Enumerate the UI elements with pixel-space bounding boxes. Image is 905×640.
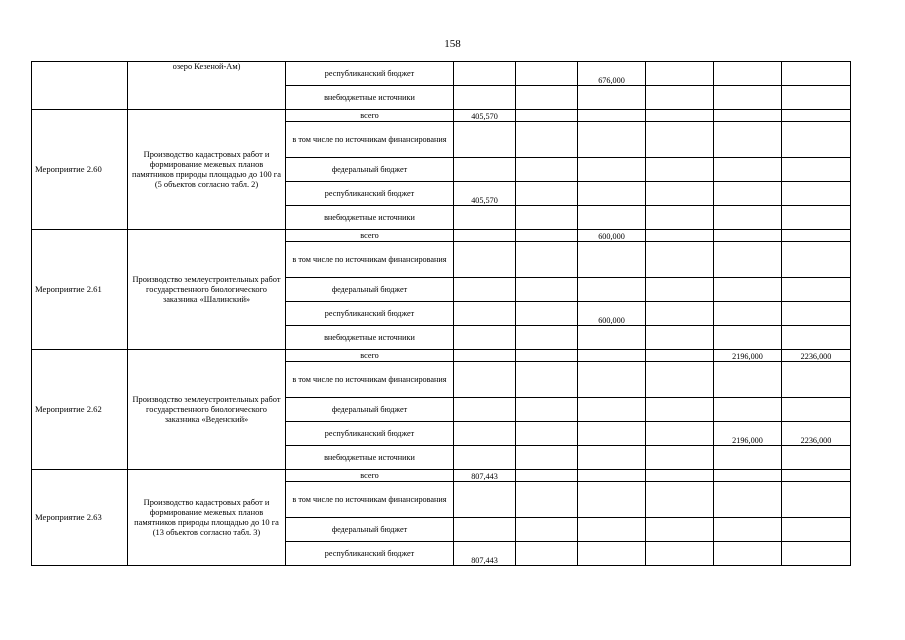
event-id-cell: Мероприятие 2.60 (32, 110, 128, 230)
value-cell (516, 542, 578, 566)
value-cell (646, 542, 714, 566)
value-cell (516, 446, 578, 470)
value-cell (578, 158, 646, 182)
event-id-cell: Мероприятие 2.63 (32, 470, 128, 566)
value-cell (646, 158, 714, 182)
value-cell (516, 398, 578, 422)
value-cell (782, 242, 851, 278)
value-cell (646, 326, 714, 350)
funding-source-cell: всего (286, 470, 454, 482)
value-cell (782, 110, 851, 122)
value-cell (714, 206, 782, 230)
funding-source-cell: республиканский бюджет (286, 422, 454, 446)
value-cell: 2196,000 (714, 350, 782, 362)
value-cell: 2236,000 (782, 422, 851, 446)
value-cell (516, 326, 578, 350)
value-cell (714, 446, 782, 470)
value-cell (714, 230, 782, 242)
value-cell (646, 122, 714, 158)
value-cell (782, 482, 851, 518)
value-cell (714, 302, 782, 326)
value-cell (782, 518, 851, 542)
value-cell: 807,443 (454, 470, 516, 482)
value-cell (578, 86, 646, 110)
value-cell (578, 242, 646, 278)
value-cell (646, 422, 714, 446)
value-cell (782, 398, 851, 422)
value-cell (646, 278, 714, 302)
value-cell (454, 446, 516, 470)
value-cell (516, 518, 578, 542)
table-row (32, 350, 851, 362)
funding-source-cell: республиканский бюджет (286, 62, 454, 86)
value-cell (646, 470, 714, 482)
value-cell (516, 230, 578, 242)
value-cell (578, 482, 646, 518)
value-cell (714, 278, 782, 302)
value-cell (516, 86, 578, 110)
value-cell (578, 470, 646, 482)
value-cell (454, 242, 516, 278)
event-name-cell: Производство кадастровых работ и формирование межевых планов памятников природы площадью до 10 га (13 объектов согласно табл. 3) (128, 470, 286, 566)
value-cell (714, 542, 782, 566)
value-cell (714, 158, 782, 182)
funding-source-cell: внебюджетные источники (286, 206, 454, 230)
value-cell (578, 362, 646, 398)
funding-source-cell: внебюджетные источники (286, 446, 454, 470)
value-cell (646, 230, 714, 242)
funding-table (31, 61, 851, 566)
event-id-cell (32, 62, 128, 110)
value-cell (714, 122, 782, 158)
value-cell (578, 446, 646, 470)
funding-source-cell: федеральный бюджет (286, 158, 454, 182)
value-cell (578, 206, 646, 230)
value-cell: 600,000 (578, 302, 646, 326)
value-cell (454, 158, 516, 182)
value-cell (516, 122, 578, 158)
value-cell (516, 470, 578, 482)
value-cell: 405,570 (454, 110, 516, 122)
funding-source-cell: федеральный бюджет (286, 278, 454, 302)
funding-source-cell: всего (286, 350, 454, 362)
value-cell (454, 482, 516, 518)
funding-source-cell: в том числе по источникам финансирования (286, 362, 454, 398)
value-cell (646, 182, 714, 206)
value-cell (454, 422, 516, 446)
value-cell (714, 518, 782, 542)
value-cell (454, 206, 516, 230)
value-cell (782, 542, 851, 566)
funding-source-cell: республиканский бюджет (286, 182, 454, 206)
value-cell: 2196,000 (714, 422, 782, 446)
value-cell (714, 62, 782, 86)
value-cell (454, 278, 516, 302)
table-row (32, 470, 851, 482)
value-cell (714, 482, 782, 518)
value-cell (578, 122, 646, 158)
funding-source-cell: республиканский бюджет (286, 302, 454, 326)
event-name-cell: Производство землеустроительных работ государственного биологического заказника «Шалинский» (128, 230, 286, 350)
page-number: 158 (444, 38, 461, 50)
value-cell (646, 206, 714, 230)
value-cell (714, 362, 782, 398)
value-cell (646, 302, 714, 326)
value-cell (646, 86, 714, 110)
value-cell: 405,570 (454, 182, 516, 206)
value-cell (646, 62, 714, 86)
funding-source-cell: внебюджетные источники (286, 326, 454, 350)
event-id-cell: Мероприятие 2.61 (32, 230, 128, 350)
value-cell (578, 278, 646, 302)
event-name-cell: Производство кадастровых работ и формирование межевых планов памятников природы площадью до 100 га (5 объектов согласно табл. 2) (128, 110, 286, 230)
value-cell (714, 242, 782, 278)
value-cell (646, 398, 714, 422)
value-cell: 2236,000 (782, 350, 851, 362)
value-cell (646, 518, 714, 542)
value-cell (714, 86, 782, 110)
funding-source-cell: в том числе по источникам финансирования (286, 242, 454, 278)
value-cell: 807,443 (454, 542, 516, 566)
value-cell (454, 230, 516, 242)
value-cell (454, 122, 516, 158)
value-cell (578, 422, 646, 446)
value-cell (578, 542, 646, 566)
funding-source-cell: республиканский бюджет (286, 542, 454, 566)
value-cell (782, 158, 851, 182)
funding-source-cell: всего (286, 110, 454, 122)
value-cell (646, 350, 714, 362)
value-cell (782, 446, 851, 470)
value-cell (782, 62, 851, 86)
value-cell (516, 350, 578, 362)
funding-source-cell: федеральный бюджет (286, 398, 454, 422)
value-cell (516, 278, 578, 302)
value-cell (454, 362, 516, 398)
value-cell (782, 230, 851, 242)
event-name-cell: Производство землеустроительных работ государственного биологического заказника «Веденский» (128, 350, 286, 470)
funding-source-cell: в том числе по источникам финансирования (286, 122, 454, 158)
value-cell: 600,000 (578, 230, 646, 242)
value-cell (454, 302, 516, 326)
value-cell (714, 326, 782, 350)
value-cell (516, 110, 578, 122)
value-cell (646, 110, 714, 122)
table-row (32, 110, 851, 122)
value-cell (646, 242, 714, 278)
value-cell (782, 206, 851, 230)
funding-source-cell: федеральный бюджет (286, 518, 454, 542)
funding-source-cell: внебюджетные источники (286, 86, 454, 110)
value-cell (714, 182, 782, 206)
value-cell (646, 362, 714, 398)
value-cell (454, 326, 516, 350)
value-cell (714, 398, 782, 422)
value-cell (454, 350, 516, 362)
table-row (32, 62, 851, 86)
value-cell (782, 122, 851, 158)
value-cell (516, 158, 578, 182)
value-cell (578, 518, 646, 542)
value-cell (646, 482, 714, 518)
value-cell (578, 350, 646, 362)
value-cell (782, 326, 851, 350)
value-cell (516, 206, 578, 230)
value-cell: 676,000 (578, 62, 646, 86)
value-cell (714, 470, 782, 482)
funding-source-cell: в том числе по источникам финансирования (286, 482, 454, 518)
funding-source-cell: всего (286, 230, 454, 242)
value-cell (578, 182, 646, 206)
value-cell (516, 302, 578, 326)
value-cell (454, 86, 516, 110)
value-cell (578, 326, 646, 350)
value-cell (516, 422, 578, 446)
value-cell (782, 182, 851, 206)
value-cell (782, 470, 851, 482)
value-cell (782, 362, 851, 398)
value-cell (578, 110, 646, 122)
value-cell (454, 398, 516, 422)
value-cell (516, 182, 578, 206)
value-cell (516, 62, 578, 86)
value-cell (714, 110, 782, 122)
value-cell (454, 62, 516, 86)
value-cell (516, 242, 578, 278)
value-cell (454, 518, 516, 542)
value-cell (646, 446, 714, 470)
table-row (32, 230, 851, 242)
value-cell (516, 362, 578, 398)
event-id-cell: Мероприятие 2.62 (32, 350, 128, 470)
value-cell (782, 278, 851, 302)
event-name-cell: озеро Кезеной-Ам) (128, 62, 286, 110)
value-cell (578, 398, 646, 422)
value-cell (782, 302, 851, 326)
value-cell (782, 86, 851, 110)
value-cell (516, 482, 578, 518)
